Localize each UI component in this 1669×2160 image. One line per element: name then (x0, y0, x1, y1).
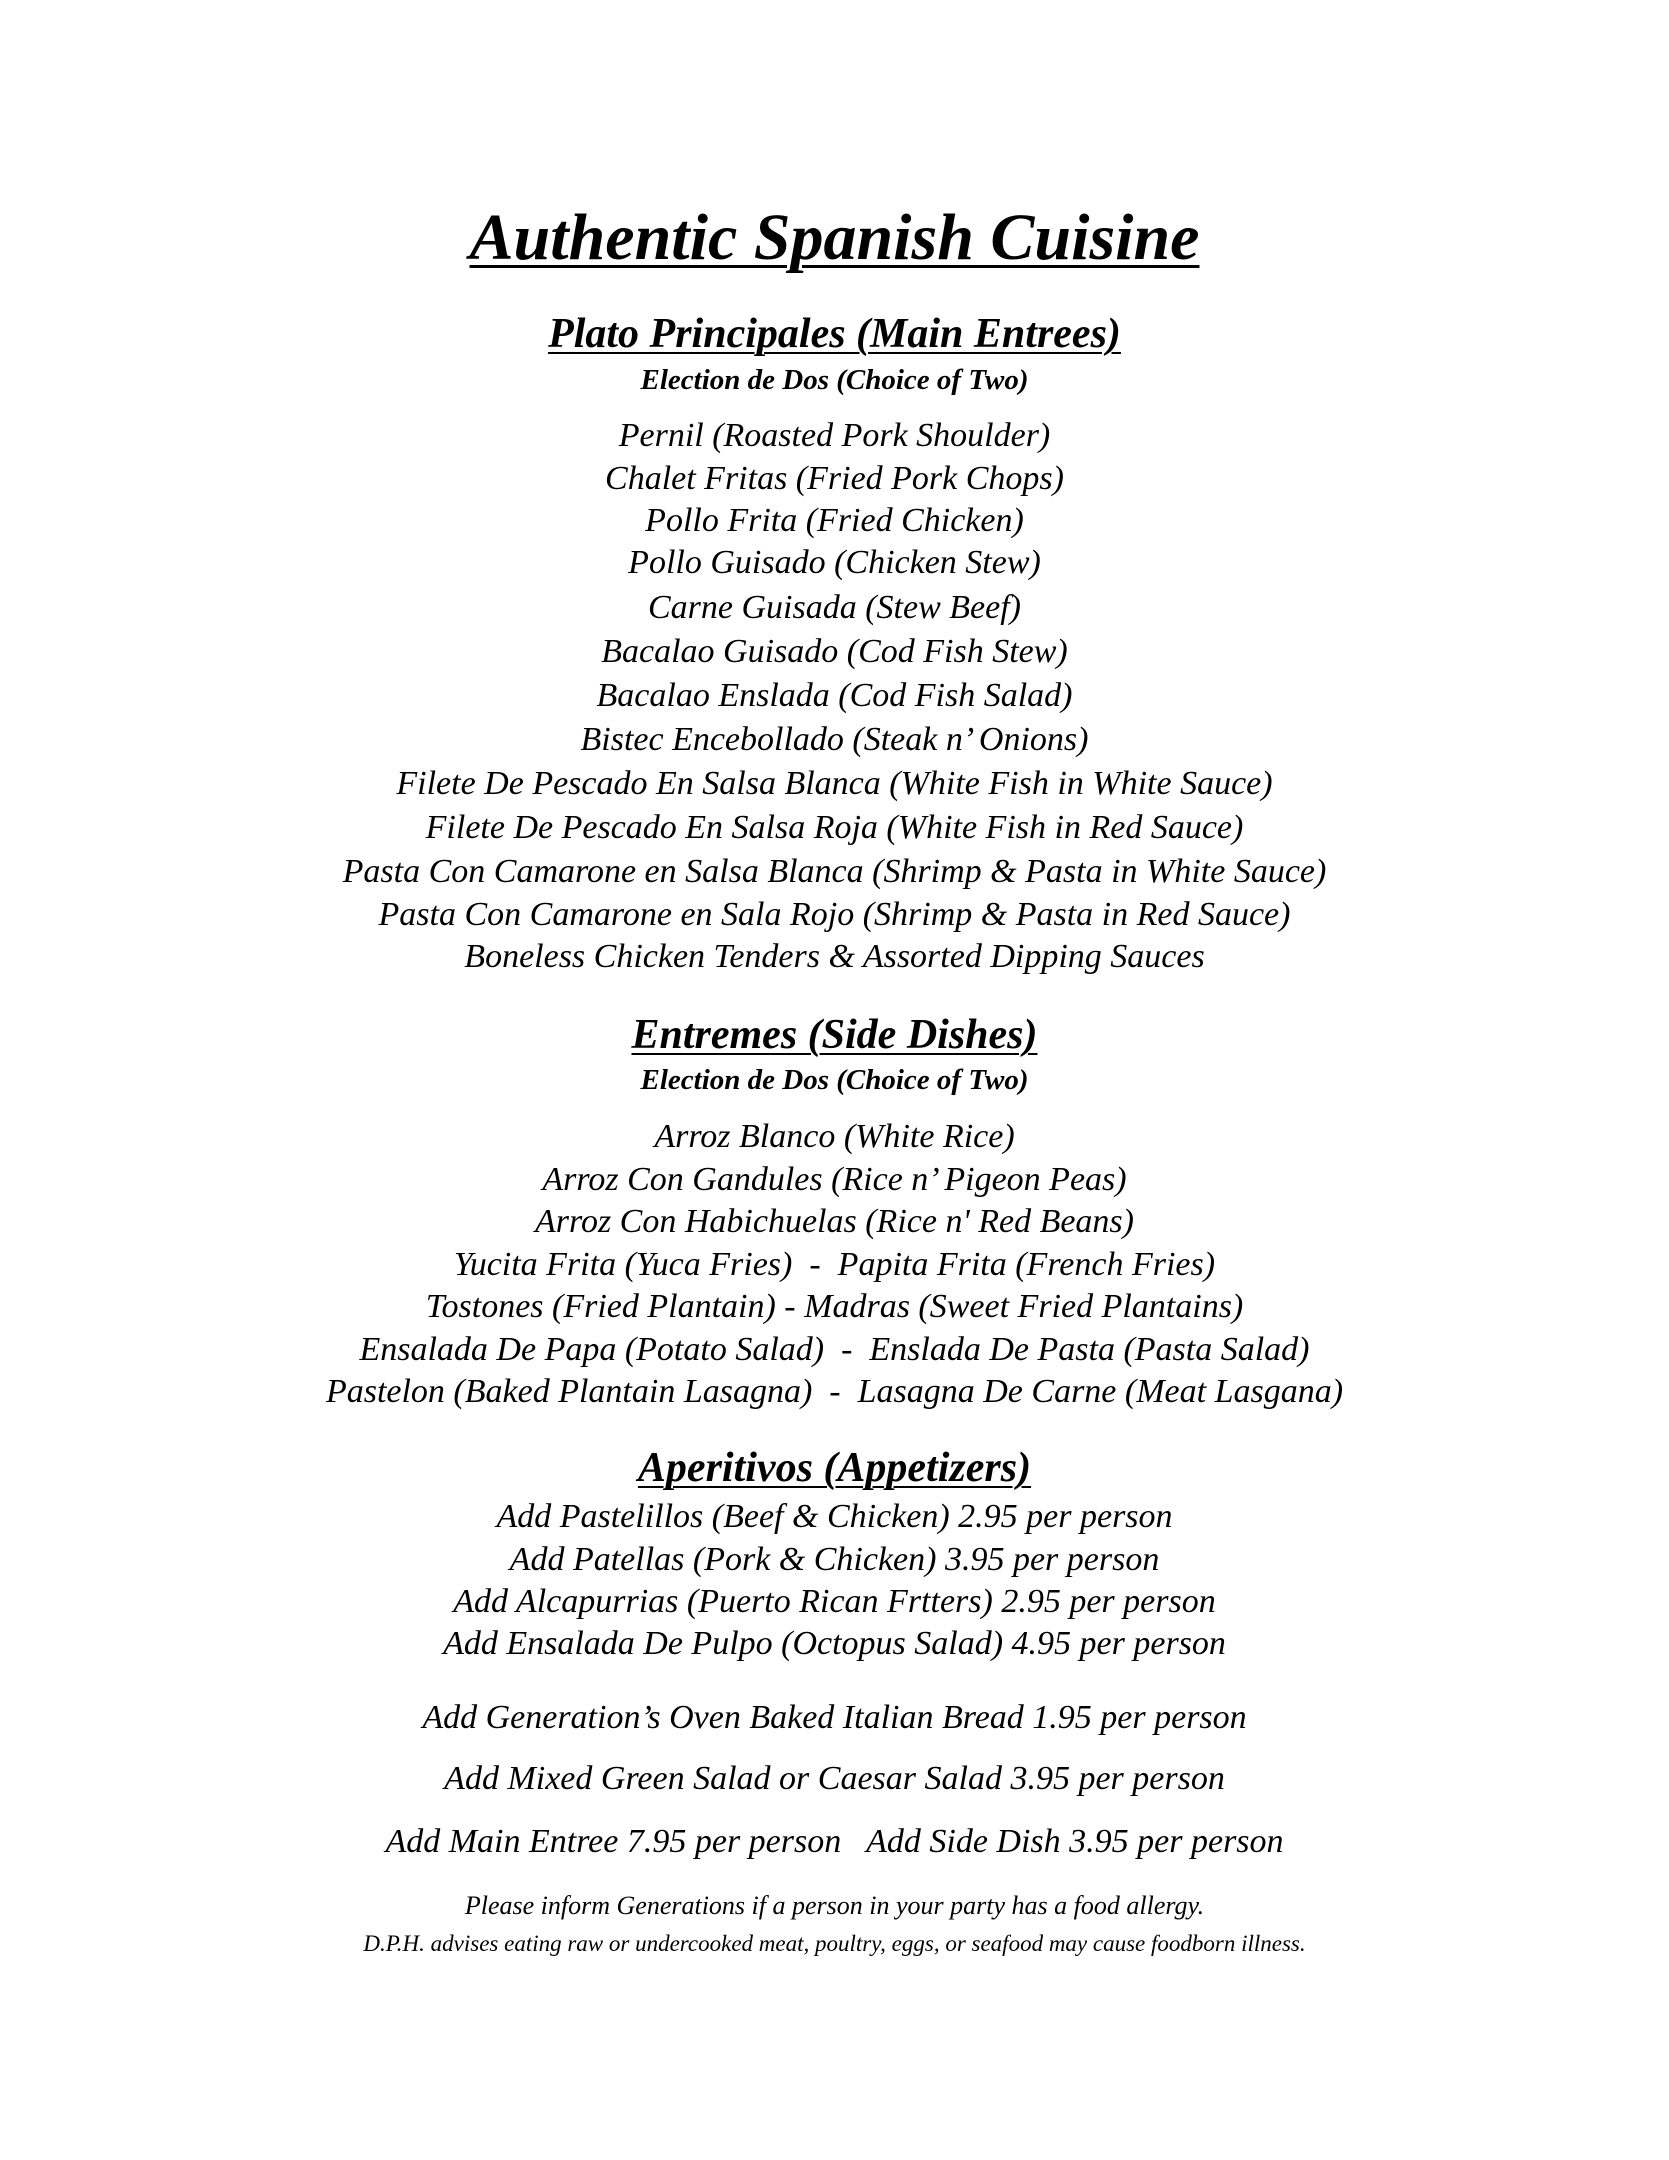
sides-heading: Entremes (Side Dishes) (631, 1012, 1038, 1058)
appetizer-item: Add Ensalada De Pulpo (Octopus Salad) 4.95 per person (443, 1625, 1226, 1662)
side-dish-item: Arroz Blanco (White Rice) (654, 1118, 1015, 1155)
allergy-note: Please inform Generations if a person in your party has a food allergy. (464, 1891, 1205, 1920)
main-entree-item: Pollo Guisado (Chicken Stew) (628, 544, 1041, 581)
side-dish-item: Tostones (Fried Plantain) - Madras (Sweet Fried Plantains) (425, 1288, 1244, 1325)
mains-subheading: Election de Dos (Choice of Two) (640, 364, 1029, 396)
side-dish-item: Arroz Con Habichuelas (Rice n' Red Beans) (534, 1203, 1134, 1240)
extra-item: Add Main Entree 7.95 per person Add Side Dish 3.95 per person (385, 1823, 1284, 1860)
appetizer-item: Add Alcapurrias (Puerto Rican Frtters) 2.95 per person (453, 1583, 1216, 1620)
side-dish-item: Pastelon (Baked Plantain Lasagna) - Lasagna De Carne (Meat Lasgana) (325, 1373, 1344, 1410)
appetizers-heading: Aperitivos (Appetizers) (637, 1445, 1032, 1491)
mains-heading: Plato Principales (Main Entrees) (548, 311, 1121, 357)
main-entree-item: Filete De Pescado En Salsa Roja (White Fish in Red Sauce) (425, 809, 1244, 846)
dph-advisory: D.P.H. advises eating raw or undercooked meat, poultry, eggs, or seafood may cause foodborn illness. (363, 1931, 1306, 1956)
main-entree-item: Pollo Frita (Fried Chicken) (645, 502, 1024, 539)
main-entree-item: Bacalao Guisado (Cod Fish Stew) (601, 633, 1068, 670)
sides-subheading: Election de Dos (Choice of Two) (640, 1064, 1029, 1096)
main-entree-item: Bacalao Enslada (Cod Fish Salad) (596, 677, 1073, 714)
main-entree-item: Filete De Pescado En Salsa Blanca (White Fish in White Sauce) (396, 765, 1273, 802)
main-entree-item: Pasta Con Camarone en Salsa Blanca (Shrimp & Pasta in White Sauce) (342, 853, 1327, 890)
page-title: Authentic Spanish Cuisine (469, 201, 1200, 274)
appetizer-item: Add Patellas (Pork & Chicken) 3.95 per person (509, 1541, 1160, 1578)
extra-item: Add Generation’s Oven Baked Italian Bread 1.95 per person (422, 1699, 1247, 1736)
extra-item: Add Mixed Green Salad or Caesar Salad 3.95 per person (444, 1760, 1225, 1797)
side-dish-item: Arroz Con Gandules (Rice n’ Pigeon Peas) (542, 1161, 1127, 1198)
appetizer-item: Add Pastelillos (Beef & Chicken) 2.95 per person (496, 1498, 1173, 1535)
side-dish-item: Yucita Frita (Yuca Fries) - Papita Frita (French Fries) (453, 1246, 1216, 1283)
main-entree-item: Carne Guisada (Stew Beef) (648, 589, 1021, 626)
main-entree-item: Chalet Fritas (Fried Pork Chops) (605, 460, 1064, 497)
main-entree-item: Pernil (Roasted Pork Shoulder) (618, 417, 1051, 454)
main-entree-item: Bistec Encebollado (Steak n’ Onions) (580, 721, 1089, 758)
main-entree-item: Boneless Chicken Tenders & Assorted Dipping Sauces (464, 938, 1205, 975)
side-dish-item: Ensalada De Papa (Potato Salad) - Enslada De Pasta (Pasta Salad) (359, 1331, 1310, 1368)
main-entree-item: Pasta Con Camarone en Sala Rojo (Shrimp & Pasta in Red Sauce) (378, 896, 1291, 933)
